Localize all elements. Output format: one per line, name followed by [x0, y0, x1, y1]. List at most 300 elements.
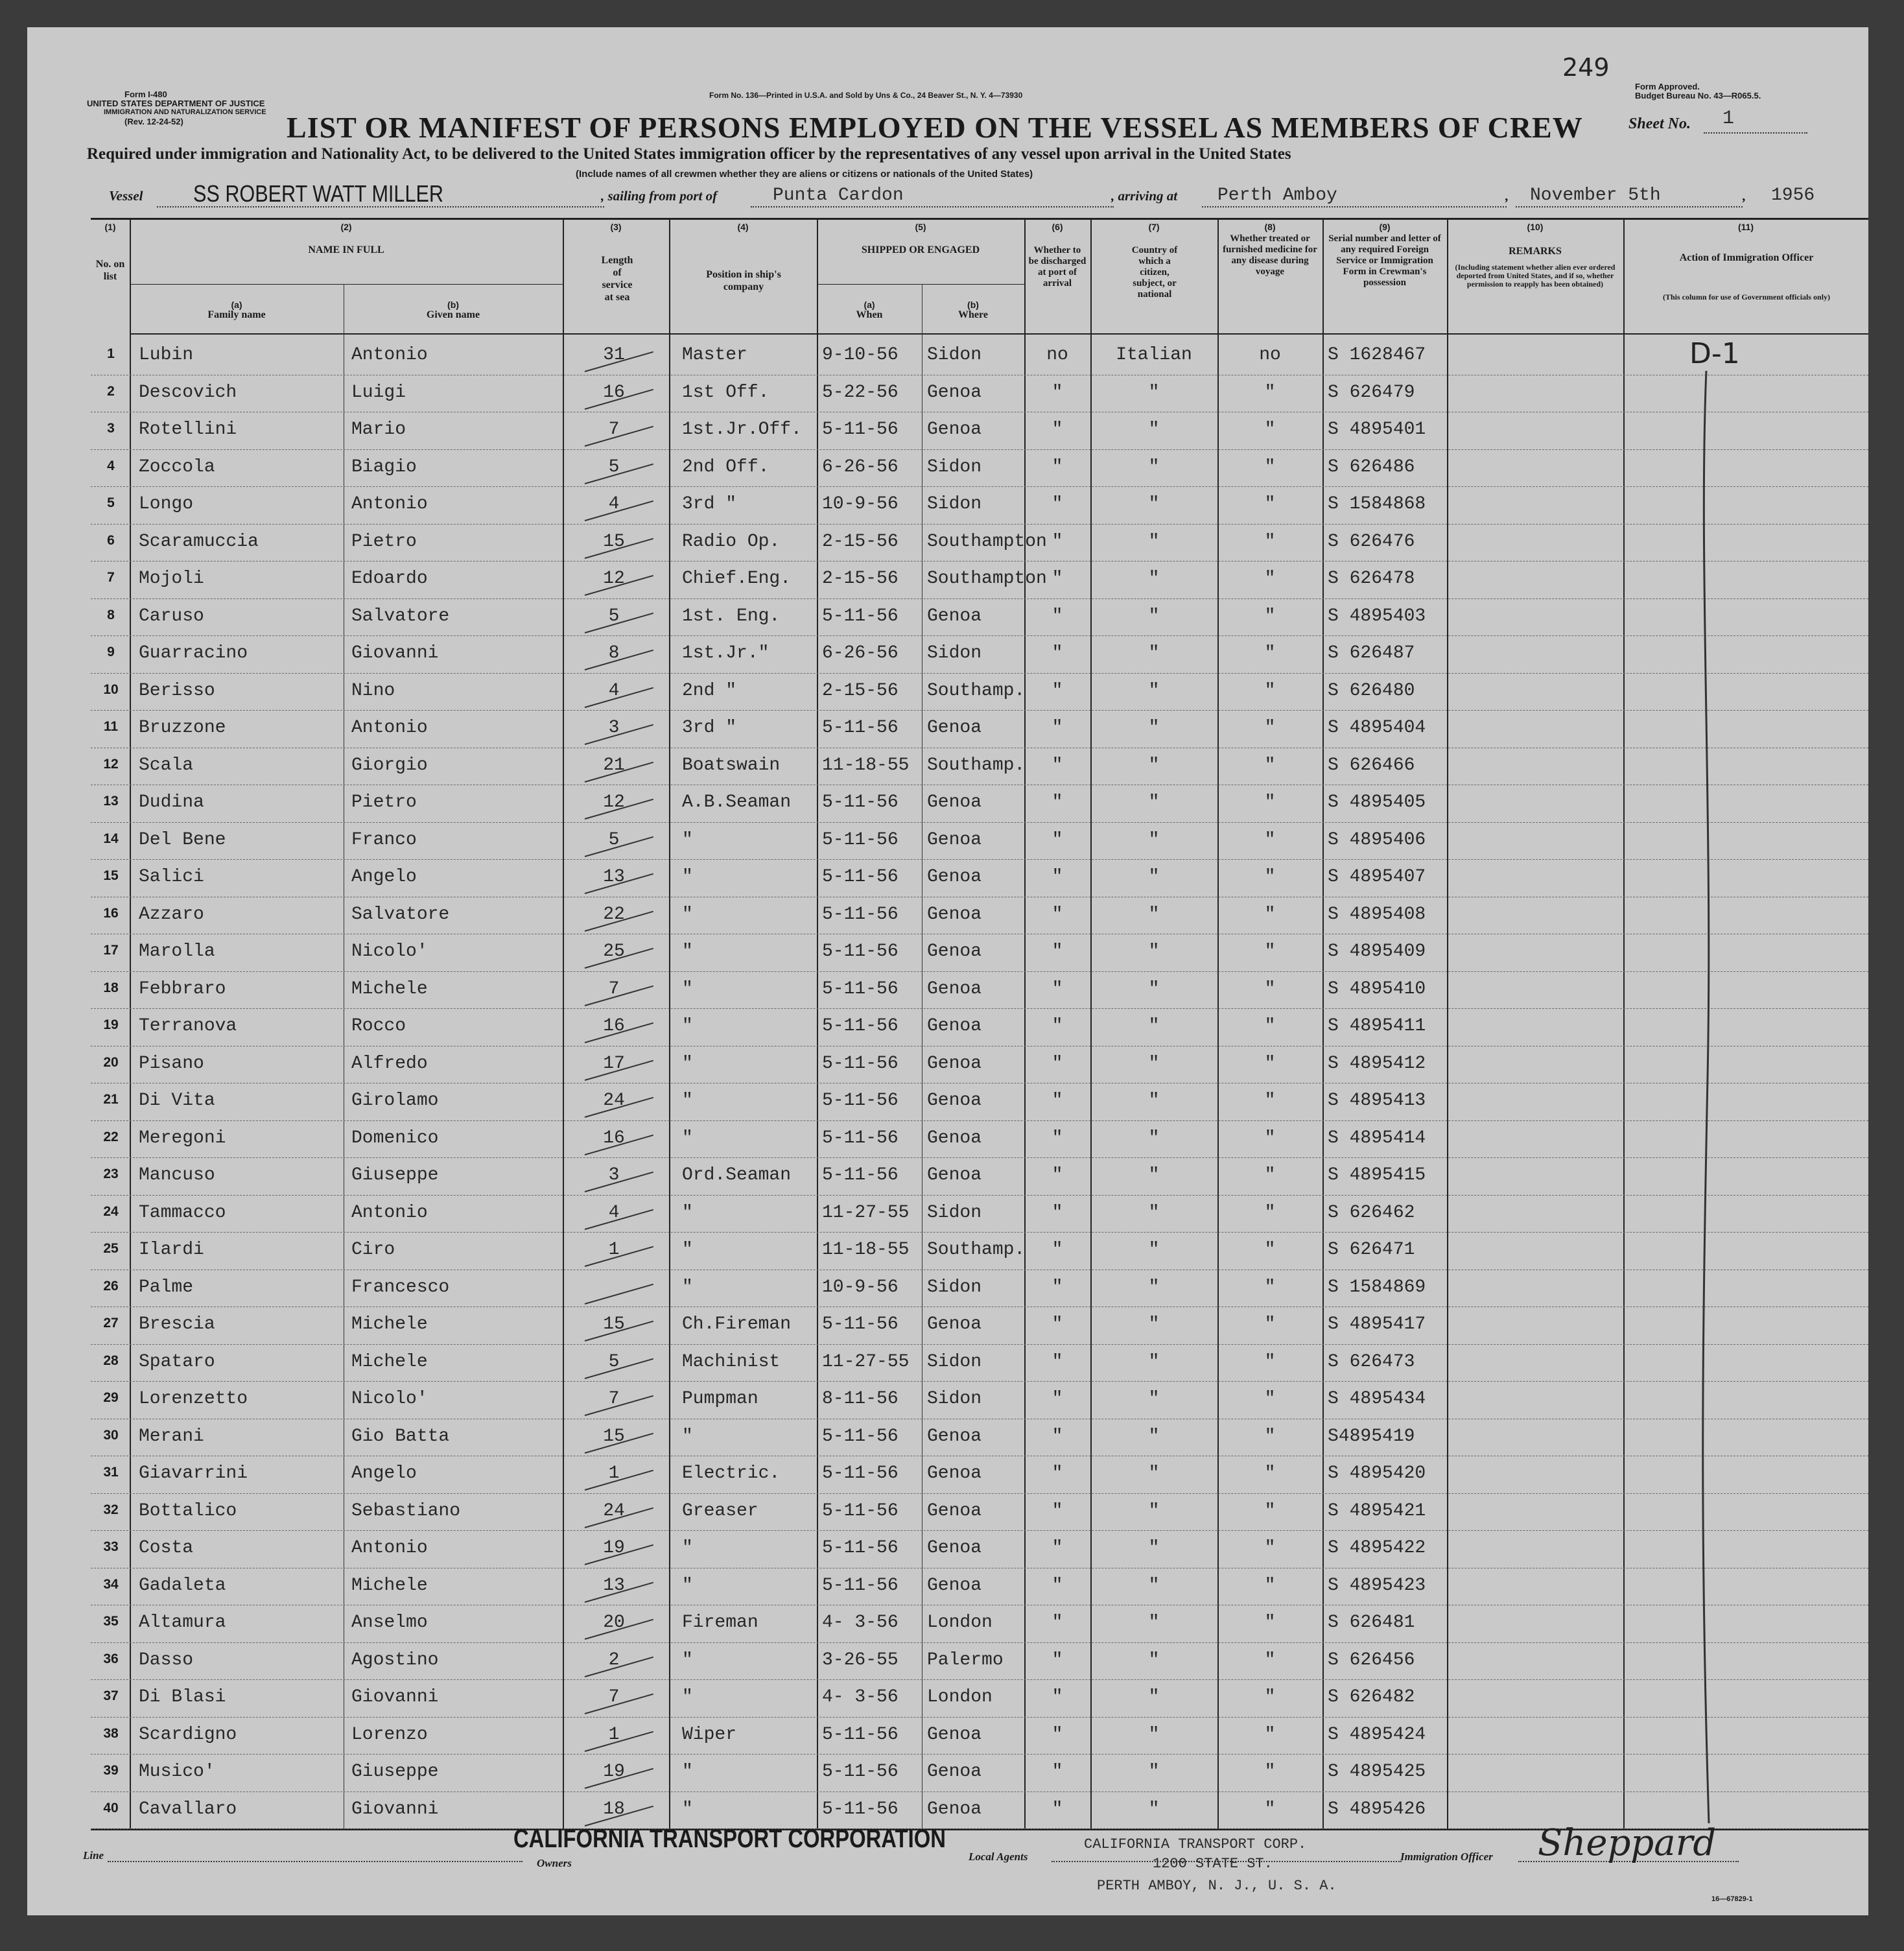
cell-where: Genoa: [927, 1053, 982, 1074]
row-rule: [91, 1791, 1868, 1792]
cell-when: 2-15-56: [822, 569, 899, 589]
cell-when: 5-11-56: [822, 1053, 899, 1074]
cell-medicine: ": [1264, 569, 1276, 589]
officer-signature: Sheppard: [1538, 1822, 1717, 1864]
cell-position: ": [682, 1799, 693, 1819]
col-11-number: (11): [1737, 222, 1754, 232]
cell-country: ": [1148, 382, 1160, 403]
cell-where: Genoa: [927, 904, 982, 925]
cell-where: Southamp.: [927, 755, 1026, 775]
cell-where: Sidon: [927, 494, 982, 514]
department: UNITED STATES DEPARTMENT OF JUSTICE: [87, 99, 265, 108]
cell-given: Nino: [351, 680, 395, 701]
cell-position: ": [682, 1538, 693, 1558]
cell-medicine: ": [1264, 643, 1276, 663]
cell-family: Salici: [139, 867, 204, 887]
cell-where: London: [927, 1687, 993, 1707]
cell-where: Genoa: [927, 718, 982, 738]
row-number: 7: [107, 570, 115, 585]
row-number: 29: [103, 1390, 119, 1405]
cell-family: Ilardi: [139, 1240, 204, 1260]
cell-where: Genoa: [927, 792, 982, 812]
row-number: 24: [103, 1203, 119, 1219]
row-rule: [91, 1195, 1868, 1196]
cell-position: ": [682, 978, 693, 999]
header-position: Position in ship's company: [706, 269, 781, 292]
cell-medicine: ": [1264, 1649, 1276, 1670]
cell-where: London: [927, 1613, 993, 1633]
cell-discharged: ": [1052, 680, 1063, 701]
row-number: 35: [103, 1614, 119, 1629]
row-number: 20: [103, 1054, 119, 1070]
cell-country: ": [1148, 978, 1160, 999]
row-number: 23: [103, 1166, 119, 1181]
sailing-leader: [751, 206, 1114, 207]
shipped-subheader-rule: [817, 284, 1024, 285]
row-rule: [91, 1120, 1868, 1121]
cell-service: 8: [608, 643, 620, 663]
cell-discharged: ": [1052, 755, 1063, 775]
cell-country: ": [1148, 1538, 1160, 1558]
cell-where: Genoa: [927, 382, 982, 403]
cell-country: ": [1148, 569, 1160, 589]
cell-position: ": [682, 1575, 693, 1596]
cell-discharged: ": [1052, 1165, 1063, 1185]
row-number: 12: [103, 756, 119, 772]
cell-serial: S 4895408: [1328, 904, 1426, 925]
header-when: When: [856, 309, 883, 320]
col-10-number: (10): [1527, 222, 1544, 232]
owners-name: CALIFORNIA TRANSPORT CORPORATION: [513, 1825, 946, 1853]
cell-family: Mancuso: [139, 1165, 215, 1185]
cell-given: Salvatore: [351, 606, 450, 626]
cell-country: ": [1148, 755, 1160, 775]
cell-given: Antonio: [351, 345, 428, 365]
cell-given: Anselmo: [351, 1613, 428, 1633]
cell-discharged: ": [1052, 1389, 1063, 1409]
cell-medicine: ": [1264, 1053, 1276, 1074]
sailing-label: , sailing from port of: [601, 188, 718, 204]
cell-when: 5-11-56: [822, 1724, 899, 1745]
cell-family: Di Blasi: [139, 1687, 226, 1707]
cell-country: ": [1148, 1016, 1160, 1036]
cell-where: Southamp.: [927, 1240, 1026, 1260]
cell-given: Salvatore: [351, 904, 450, 925]
cell-family: Palme: [139, 1277, 194, 1297]
cell-discharged: ": [1052, 1277, 1063, 1297]
cell-country: ": [1148, 1128, 1160, 1148]
cell-medicine: ": [1264, 382, 1276, 403]
cell-medicine: ": [1264, 1165, 1276, 1185]
cell-discharged: ": [1052, 1724, 1063, 1745]
form-code: 16—67829-1: [1711, 1895, 1753, 1903]
cell-position: Radio Op.: [682, 531, 781, 552]
cell-service: 16: [603, 1016, 625, 1036]
agent-street: 1200 STATE ST.: [1153, 1856, 1273, 1872]
cell-position: Electric.: [682, 1463, 781, 1484]
cell-serial: S 4895412: [1328, 1053, 1426, 1074]
cell-when: 5-11-56: [822, 1538, 899, 1558]
row-number: 11: [103, 719, 119, 734]
cell-country: ": [1148, 792, 1160, 812]
cell-medicine: ": [1264, 606, 1276, 626]
row-number: 26: [103, 1278, 119, 1294]
row-number: 27: [103, 1316, 119, 1330]
cell-discharged: ": [1052, 792, 1063, 812]
cell-discharged: ": [1052, 420, 1063, 440]
cell-when: 11-27-55: [822, 1202, 910, 1223]
cell-service: 15: [603, 531, 625, 552]
cell-family: Scala: [139, 755, 194, 775]
arriving-at: Perth Amboy: [1217, 185, 1337, 206]
cell-medicine: ": [1264, 1500, 1276, 1521]
cell-medicine: ": [1264, 1202, 1276, 1223]
cell-discharged: ": [1052, 1351, 1063, 1372]
cell-when: 11-18-55: [822, 1240, 910, 1260]
cell-where: Southampton: [927, 531, 1047, 552]
cell-discharged: ": [1052, 1240, 1063, 1260]
cell-family: Altamura: [139, 1613, 226, 1633]
cell-service: 31: [603, 345, 625, 365]
cell-discharged: ": [1052, 531, 1063, 552]
col-1-number: (1): [104, 222, 116, 232]
cell-when: 5-11-56: [822, 1016, 899, 1036]
cell-service: 19: [603, 1762, 625, 1782]
cell-serial: S 1584869: [1328, 1277, 1426, 1297]
cell-when: 5-11-56: [822, 1762, 899, 1782]
cell-medicine: ": [1264, 792, 1276, 812]
cell-discharged: ": [1052, 1426, 1063, 1447]
cell-given: Giuseppe: [351, 1762, 439, 1782]
cell-medicine: ": [1264, 680, 1276, 701]
cell-serial: S 4895406: [1328, 829, 1426, 850]
cell-service: 16: [603, 382, 625, 403]
cell-serial: S 4895407: [1328, 867, 1426, 887]
cell-family: Pisano: [139, 1053, 204, 1074]
cell-family: Lubin: [139, 345, 194, 365]
cell-when: 6-26-56: [822, 456, 899, 477]
row-rule: [91, 859, 1868, 860]
cell-given: Antonio: [351, 718, 428, 738]
cell-medicine: ": [1264, 1091, 1276, 1111]
cell-serial: S 626486: [1328, 456, 1415, 477]
cell-where: Palermo: [927, 1649, 1004, 1670]
cell-when: 5-11-56: [822, 1463, 899, 1484]
cell-service: 1: [608, 1463, 620, 1484]
col-5-number: (5): [915, 222, 926, 232]
row-rule: [91, 1642, 1868, 1643]
cell-service: 19: [603, 1538, 625, 1558]
col-4-number: (4): [737, 222, 749, 232]
cell-discharged: ": [1052, 1016, 1063, 1036]
cell-given: Franco: [351, 829, 417, 850]
cell-when: 5-11-56: [822, 1500, 899, 1521]
cell-serial: S 4895405: [1328, 792, 1426, 812]
cell-service: 15: [603, 1314, 625, 1334]
header-given-name: Given name: [426, 309, 480, 320]
cell-service: 12: [603, 569, 625, 589]
cell-medicine: ": [1264, 1762, 1276, 1782]
cell-family: Rotellini: [139, 420, 237, 440]
cell-serial: S 1628467: [1328, 345, 1426, 365]
cell-given: Nicolo': [351, 1389, 428, 1409]
cell-when: 5-11-56: [822, 1091, 899, 1111]
cell-where: Genoa: [927, 1128, 982, 1148]
service-tally-stroke: [585, 1283, 653, 1304]
cell-when: 5-11-56: [822, 792, 899, 812]
cell-given: Lorenzo: [351, 1724, 428, 1745]
row-rule: [91, 1530, 1868, 1531]
cell-when: 11-18-55: [822, 755, 910, 775]
cell-family: Merani: [139, 1426, 204, 1447]
cell-service: 3: [608, 718, 620, 738]
agent-city: PERTH AMBOY, N. J., U. S. A.: [1097, 1878, 1337, 1894]
cell-position: ": [682, 1053, 693, 1074]
cell-position: 2nd ": [682, 680, 737, 701]
cell-family: Descovich: [139, 382, 237, 403]
local-agents-label: Local Agents: [969, 1850, 1028, 1863]
cell-discharged: ": [1052, 1314, 1063, 1334]
cell-discharged: ": [1052, 569, 1063, 589]
cell-when: 5-11-56: [822, 867, 899, 887]
cell-medicine: ": [1264, 1687, 1276, 1707]
cell-given: Giovanni: [351, 1799, 439, 1819]
cell-where: Sidon: [927, 345, 982, 365]
cell-medicine: ": [1264, 978, 1276, 999]
header-name-in-full: NAME IN FULL: [308, 244, 384, 255]
cell-serial: S 626476: [1328, 531, 1415, 552]
cell-given: Alfredo: [351, 1053, 428, 1074]
sheet-leader: [1704, 132, 1807, 134]
cell-serial: S 626478: [1328, 569, 1415, 589]
cell-service: 22: [603, 904, 625, 925]
cell-discharged: ": [1052, 978, 1063, 999]
cell-where: Sidon: [927, 456, 982, 477]
cell-discharged: ": [1052, 1202, 1063, 1223]
form-revision: (Rev. 12-24-52): [124, 117, 183, 126]
cell-where: Southamp.: [927, 680, 1026, 701]
cell-position: 1st. Eng.: [682, 606, 781, 626]
cell-position: ": [682, 1128, 693, 1148]
cell-discharged: ": [1052, 494, 1063, 514]
row-rule: [91, 1157, 1868, 1158]
cell-position: Master: [682, 345, 747, 365]
cell-serial: S 626466: [1328, 755, 1415, 775]
cell-country: ": [1148, 1091, 1160, 1111]
name-subheader-rule: [130, 284, 563, 285]
cell-when: 5-11-56: [822, 1314, 899, 1334]
cell-country: ": [1148, 1314, 1160, 1334]
cell-where: Genoa: [927, 1091, 982, 1111]
cell-family: Guarracino: [139, 643, 248, 663]
row-number: 39: [103, 1763, 119, 1778]
cell-discharged: ": [1052, 1799, 1063, 1819]
row-number: 21: [103, 1092, 119, 1107]
cell-country: ": [1148, 718, 1160, 738]
cell-given: Michele: [351, 978, 428, 999]
row-rule: [91, 1008, 1868, 1009]
cell-medicine: ": [1264, 1016, 1276, 1036]
cell-serial: S 626487: [1328, 643, 1415, 663]
cell-discharged: ": [1052, 456, 1063, 477]
cell-position: Ch.Fireman: [682, 1314, 792, 1334]
cell-serial: S 626471: [1328, 1240, 1415, 1260]
cell-where: Sidon: [927, 1351, 982, 1372]
cell-given: Girolamo: [351, 1091, 439, 1111]
page-number: 249: [1562, 53, 1610, 82]
cell-family: Brescia: [139, 1314, 215, 1334]
cell-service: 21: [603, 755, 625, 775]
cell-discharged: ": [1052, 1613, 1063, 1633]
cell-when: 9-10-56: [822, 345, 899, 365]
cell-family: Lorenzetto: [139, 1389, 248, 1409]
cell-medicine: ": [1264, 1613, 1276, 1633]
required-statement: Required under immigration and Nationality Act, to be delivered to the United States immigration officer by the representatives of any vessel upon arrival in the United States: [87, 145, 1291, 163]
row-rule: [91, 635, 1868, 636]
service: IMMIGRATION AND NATURALIZATION SERVICE: [104, 108, 266, 116]
cell-serial: S 4895403: [1328, 606, 1426, 626]
cell-service: 15: [603, 1426, 625, 1447]
cell-serial: S 4895434: [1328, 1389, 1426, 1409]
cell-service: 17: [603, 1053, 625, 1074]
cell-position: A.B.Seaman: [682, 792, 792, 812]
cell-service: 16: [603, 1128, 625, 1148]
row-rule: [91, 524, 1868, 525]
cell-given: Antonio: [351, 1202, 428, 1223]
cell-medicine: ": [1264, 904, 1276, 925]
cell-serial: S 4895420: [1328, 1463, 1426, 1484]
header-shipped-or-engaged: SHIPPED OR ENGAGED: [861, 244, 980, 255]
cell-medicine: ": [1264, 1240, 1276, 1260]
cell-discharged: ": [1052, 1091, 1063, 1111]
row-number: 37: [103, 1688, 119, 1703]
cell-where: Sidon: [927, 1277, 982, 1297]
row-number: 28: [103, 1353, 119, 1368]
cell-service: 12: [603, 792, 625, 812]
cell-country: ": [1148, 1724, 1160, 1745]
cell-service: 2: [608, 1649, 620, 1670]
cell-discharged: ": [1052, 718, 1063, 738]
cell-when: 10-9-56: [822, 494, 899, 514]
cell-given: Angelo: [351, 1463, 417, 1484]
sailing-from: Punta Cardon: [773, 185, 904, 206]
cell-given: Luigi: [351, 382, 406, 403]
cell-country: ": [1148, 531, 1160, 552]
cell-when: 5-11-56: [822, 420, 899, 440]
cell-family: Febbraro: [139, 978, 226, 999]
row-number: 5: [107, 495, 115, 510]
cell-serial: S 626481: [1328, 1613, 1415, 1633]
cell-where: Genoa: [927, 420, 982, 440]
row-rule: [91, 1679, 1868, 1680]
cell-discharged: ": [1052, 643, 1063, 663]
cell-position: ": [682, 1687, 693, 1707]
cell-when: 5-11-56: [822, 1165, 899, 1185]
cell-service: 24: [603, 1091, 625, 1111]
cell-position: ": [682, 1649, 693, 1670]
cell-country: ": [1148, 680, 1160, 701]
cell-service: 13: [603, 867, 625, 887]
row-number: 38: [103, 1725, 119, 1741]
cell-serial: S 626482: [1328, 1687, 1415, 1707]
cell-family: Mojoli: [139, 569, 204, 589]
cell-where: Sidon: [927, 1389, 982, 1409]
arrival-year: 1956: [1771, 185, 1815, 206]
cell-discharged: ": [1052, 941, 1063, 962]
cell-where: Genoa: [927, 1724, 982, 1745]
row-number: 2: [107, 383, 115, 399]
col-6-number: (6): [1052, 222, 1063, 232]
row-rule: [91, 561, 1868, 562]
cell-where: Southampton: [927, 569, 1047, 589]
row-number: 15: [103, 868, 119, 883]
row-number: 4: [107, 458, 115, 473]
cell-family: Azzaro: [139, 904, 204, 925]
cell-given: Francesco: [351, 1277, 450, 1297]
row-number: 32: [103, 1502, 119, 1517]
cell-serial: S 4895422: [1328, 1538, 1426, 1558]
cell-position: 1st.Jr.Off.: [682, 420, 802, 440]
cell-discharged: ": [1052, 1575, 1063, 1596]
cell-discharged: ": [1052, 1053, 1063, 1074]
header-no-on-list: No. on list: [95, 259, 125, 282]
row-number: 22: [103, 1129, 119, 1144]
cell-service: 3: [608, 1165, 620, 1185]
cell-when: 11-27-55: [822, 1351, 910, 1372]
cell-service: 7: [608, 1389, 620, 1409]
cell-service: 7: [608, 978, 620, 999]
row-number: 36: [103, 1651, 119, 1666]
header-country: Country of which a citizen, subject, or national: [1131, 245, 1178, 300]
cell-country: ": [1148, 1240, 1160, 1260]
row-number: 25: [103, 1241, 119, 1256]
cell-family: Musico': [139, 1762, 215, 1782]
immigration-officer-label: Immigration Officer: [1400, 1850, 1493, 1863]
row-number: 16: [103, 905, 119, 921]
cell-where: Genoa: [927, 1762, 982, 1782]
row-number: 33: [103, 1539, 119, 1554]
cell-medicine: ": [1264, 718, 1276, 738]
header-officer-action: Action of Immigration Officer: [1679, 252, 1814, 263]
cell-where: Genoa: [927, 978, 982, 999]
cell-position: ": [682, 1426, 693, 1447]
cell-service: 5: [608, 1351, 620, 1372]
cell-serial: S 4895411: [1328, 1016, 1426, 1036]
cell-country: ": [1148, 420, 1160, 440]
cell-discharged: no: [1046, 345, 1068, 365]
cell-serial: S 4895413: [1328, 1091, 1426, 1111]
cell-country: ": [1148, 456, 1160, 477]
row-rule: [91, 1381, 1868, 1382]
cell-serial: S 4895404: [1328, 718, 1426, 738]
cell-given: Michele: [351, 1351, 428, 1372]
table-top-rule: [91, 218, 1868, 220]
cell-serial: S 1584868: [1328, 494, 1426, 514]
header-bottom-rule: [130, 333, 1868, 335]
cell-country: ": [1148, 1202, 1160, 1223]
cell-family: Tammacco: [139, 1202, 226, 1223]
cell-serial: S 4895421: [1328, 1500, 1426, 1521]
cell-medicine: ": [1264, 867, 1276, 887]
cell-when: 5-11-56: [822, 1799, 899, 1819]
cell-where: Genoa: [927, 867, 982, 887]
cell-given: Michele: [351, 1314, 428, 1334]
arrival-date: November 5th: [1530, 185, 1661, 206]
cell-where: Genoa: [927, 1426, 982, 1447]
cell-where: Genoa: [927, 941, 982, 962]
cell-service: 7: [608, 420, 620, 440]
header-remarks: REMARKS: [1509, 246, 1562, 257]
